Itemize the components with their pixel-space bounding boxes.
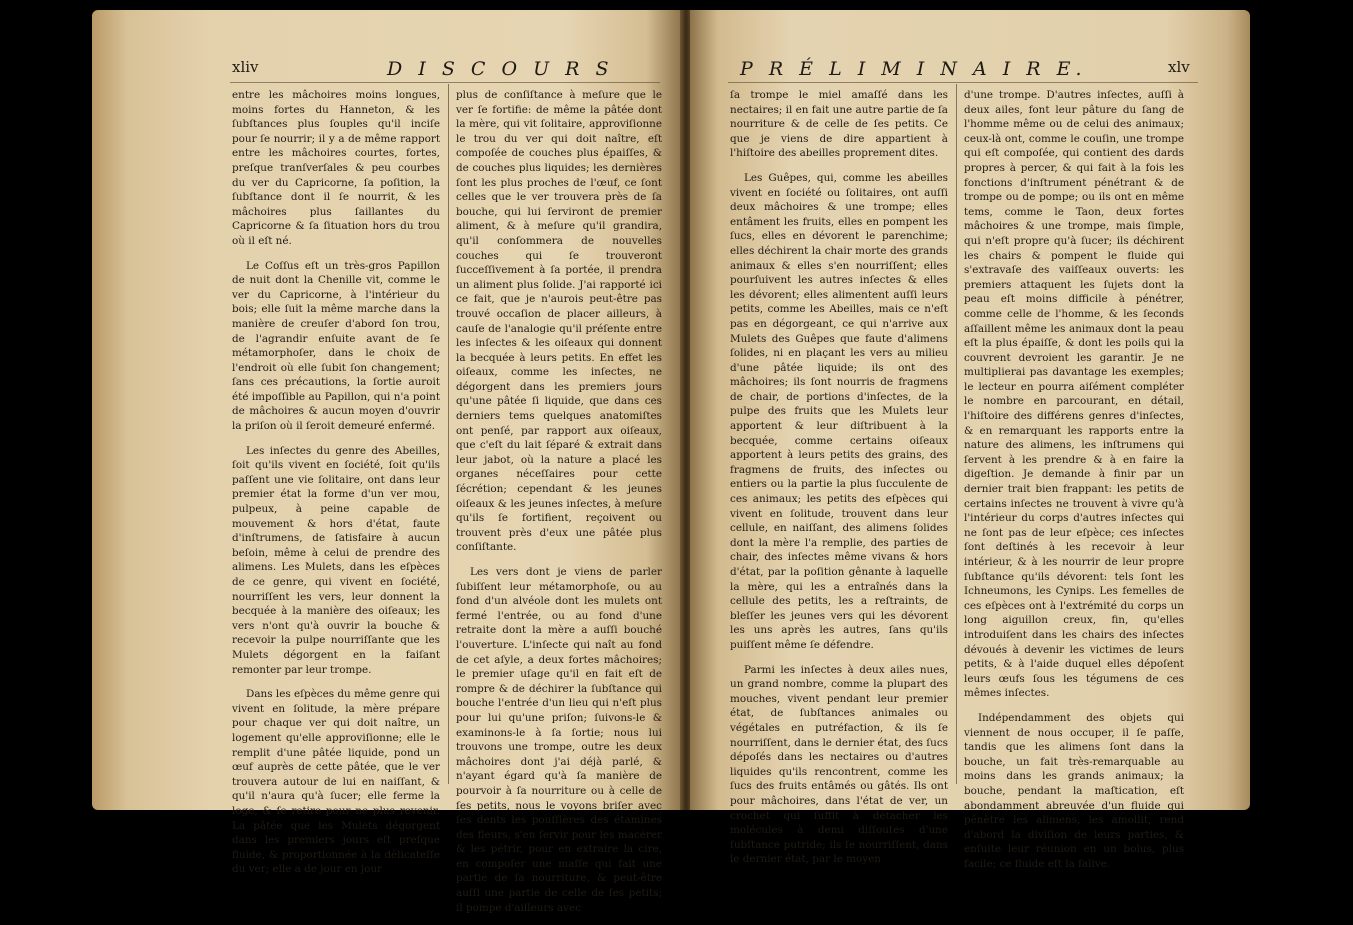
paragraph: Indépendamment des objets qui viennent de nous occuper, il ſe paſſe, tandis que les alimens ſont dans la bouche, un fait très-remarquable au moins dans les grands animaux; la bouche, pendant la maſtication, eſt abondamment abreuvée d'un fluide qui pénètre les alimens, les amollit, rend d'abord la diviſion de leurs parties, & enſuite leur réunion en un bolus, plus facile; ce fluide eſt la ſalive. [964, 711, 1184, 870]
paragraph: ſa trompe le miel amaſſé dans les nectaires; il en fait une autre partie de ſa nourriture & de celle de ſes petits. Ce que je viens de dire appartient à l'hiſtoire des abeilles proprement dites. [730, 89, 948, 160]
paragraph: Les inſectes du genre des Abeilles, ſoit qu'ils vivent en ſociété, ſoit qu'ils paſſent une vie ſolitaire, ont dans leur premier état la forme d'un ver mou, pulpeux, à peine capable de mouvement & hors d'état, faute d'inſtrumens, de ſatisfaire à aucun beſoin, même à celui de prendre des alimens. Les Mulets, dans les eſpèces de ce genre, qui vivent en ſociété, nourriſſent les vers, leur donnent la becquée à la manière des oiſeaux; les vers n'ont qu'à ouvrir la bouche & recevoir la pulpe nourriſſante que les Mulets dégorgent en la faiſant remonter par leur trompe. [232, 444, 440, 676]
paragraph: Parmi les inſectes à deux ailes nues, un grand nombre, comme la plupart des mouches, vivent pendant leur premier état, de ſubſtances animales ou végétales en putréfaction, & ils ſe nourriſſent, dans le dernier état, des ſucs dépoſés dans les nectaires ou d'autres liquides qu'ils rencontrent, comme les ſucs des fruits entâmés ou gâtés. Ils ont pour mâchoires, dans l'état de ver, un crochet qui ſuffit à détacher les molécules à demi diſſoutes d'une ſubſtance putride; ils ſe nourriſſent, dans le dernier état, par le moyen [730, 663, 948, 866]
paragraph: entre les mâchoires moins longues, moins fortes du Hanneton, & les ſubſtances plus ſouples qu'il inciſe pour ſe nourrir; il y a de même rapport entre les mâchoires courtes, fortes, preſque tranſverſales & peu courbes du ver du Capricorne, ſa poſition, la ſubſtance dont il ſe nourrit, & les mâchoires plus ſaillantes du Capricorne & ſa ſituation hors du trou où il eſt né. [232, 89, 440, 247]
running-head: D I S C O U R S [387, 58, 614, 80]
column-1 [232, 88, 440, 887]
running-head: P R É L I M I N A I R E. [740, 58, 1087, 80]
column-1 [730, 88, 948, 877]
paragraph: plus de conſiſtance à meſure que le ver ſe fortifie: de même la pâtée dont la mère, qui vit ſolitaire, approviſionne le trou du ver qui doit naître, eſt compoſée de couches plus épaiſſes, & de couches plus liquides; les dernières ſont les plus proches de l'œuf, ce ſont celles que le ver trouvera près de ſa bouche, qui lui ſerviront de premier aliment, & à meſure qu'il grandira, qu'il conſommera de nouvelles couches qui ſe trouveront ſucceſſivement à ſa portée, il prendra un aliment plus ſolide. J'ai rapporté ici ce fait, que je n'aurois peut-être pas trouvé occaſion de placer ailleurs, à cauſe de l'analogie qu'il préſente entre les inſectes & les oiſeaux qui donnent la becquée à leurs petits. En effet les oiſeaux, comme les inſectes, ne dégorgent dans les premiers jours qu'une pâtée ſi liquide, que dans ces derniers tems quelques anatomiſtes ont penſé, par rapport aux oiſeaux, que c'eſt du lait ſéparé & extrait dans leur jabot, où la nature a placé les organes néceſſaires pour cette ſécrétion; cependant & les jeunes oiſeaux & les jeunes inſectes, à meſure qu'ils ſe fortifient, reçoivent ou trouvent près d'eux une pâtée plus conſiſtante. [456, 89, 662, 554]
paragraph: Dans les eſpèces du même genre qui vivent en ſolitude, la mère prépare pour chaque ver qui doit naître, un logement qu'elle approviſionne; elle le remplit d'une pâtée liquide, pond un œuf auprès de cette pâtée, que le ver trouvera autour de lui en naiſſant, & qu'il n'aura qu'à ſucer; elle ferme la loge, & ſe retire pour ne plus revenir. La pâtée que les Mulets dégorgent dans les premiers jours eſt preſque fluide, & proportionnée à la délicateſſe du ver; elle a de jour en jour [232, 688, 440, 876]
column-2 [456, 88, 662, 925]
page-number: xliv [232, 58, 259, 76]
right-page [690, 10, 1250, 870]
header-rule [728, 82, 1198, 83]
paragraph: d'une trompe. D'autres inſectes, auſſi à deux ailes, font leur pâture du ſang de l'homme même ou de celui des animaux; ceux-là ont, comme le couſin, une trompe qui eſt compoſée, qui contient des dards propres à percer, & qui fait à la fois les fonctions d'inſtrument pénétrant & de trompe ou de pompe; ou ils ont en même tems, comme le Taon, deux fortes mâchoires & une trompe, mais ſimple, qui n'eſt propre qu'à ſucer; ils déchirent les chairs & pompent le fluide qui s'extravaſe des vaiſſeaux ouverts: les premiers attaquent les ſujets dont la peau eſt moins difficile à pénétrer, comme celle de l'homme, & les ſeconds aſſaillent même les animaux dont la peau eſt la plus épaiſſe, & dont les poils qui la couvrent devroient les garantir. Je ne multiplierai pas davantage les exemples; le lecteur en pourra aiſément compléter le nombre en parcourant, en détail, l'hiſtoire des différens genres d'inſectes, & en remarquant les rapports entre la nature des alimens, les inſtrumens qui ſervent à les prendre & à en faire la digeſtion. Je demande à finir par un dernier trait bien frappant: les petits de certains inſectes ne trouvent à vivre qu'à l'intérieur du corps d'autres inſectes qui ne ſont pas de leur eſpèce; ces inſectes ſont deſtinés à les recevoir à leur intérieur, & à les nourrir de leur propre ſubſtance qu'ils dévorent: tels ſont les Ichneumons, les Cynips. Les femelles de ces eſpèces ont à l'extrémité du corps un long aiguillon creux, fin, qu'elles introduiſent dans les chairs des inſectes dévoués à devenir les victimes de leurs petits, & à l'aide duquel elles dépoſent leurs œufs ſous les tégumens de ces mêmes inſectes. [964, 89, 1184, 700]
paragraph: Les Guêpes, qui, comme les abeilles vivent en ſociété ou ſolitaires, ont auſſi deux mâchoires & une trompe; elles entâment les fruits, elles en pompent les ſucs, elles en dévorent le parenchime; elles déchirent la chair morte des grands animaux & elles s'en nourriſſent; elles pourſuivent les autres inſectes & elles les dévorent; elles alimentent auſſi leurs petits, comme les Abeilles, mais ce n'eſt pas en dégorgeant, ce qui n'arrive aux Mulets des Guêpes que faute d'alimens ſolides, ni en plaçant les vers au milieu d'une pâtée liquide; ils ont des mâchoires; ils ſont nourris de fragmens de chair, de portions d'inſectes, de la pulpe des fruits que les Mulets leur apportent & leur diſtribuent à la becquée, comme certains oiſeaux apportent à leurs petits des grains, des fragmens de fruits, des inſectes ou entiers ou la partie la plus ſucculente de ces animaux; les petits des eſpèces qui vivent en ſolitude, trouvent dans leur cellule, en naiſſant, des alimens ſolides dont la mère l'a remplie, des parties de chair, des inſectes même vivans & hors d'état, par la poſition gênante à laquelle la mère, qui les a entraînés dans la cellule des petits, les a reſtraints, de bleſſer les jeunes vers qui les dévorent les uns après les autres, ſans qu'ils puiſſent même ſe défendre. [730, 171, 948, 651]
paragraph: Les vers dont je viens de parler ſubiſſent leur métamorphoſe, ou au fond d'un alvéole dont les mulets ont fermé l'entrée, ou au fond d'une retraite dont la mère a auſſi bouché l'ouverture. L'inſecte qui naît au fond de cet aſyle, a deux fortes mâchoires; le premier uſage qu'il en fait eſt de rompre & de déchirer la ſubſtance qui bouche l'entrée d'un lieu qui n'eſt plus pour lui qu'une priſon; ſuivons-le & examinons-le à ſa ſortie; nous lui trouvons une trompe, outre les deux mâchoires dont j'ai déjà parlé, & n'ayant égard qu'à ſa manière de pourvoir à ſa nourriture ou à celle de ſes petits, nous le voyons briſer avec ſes dents les pouſſières des étamines des fleurs, s'en ſervir pour les macérer & les pétrir, pour en extraire la cire, en compoſer une maſſe qui fait une partie de ſa nourriture, & peut-être auſſi une partie de celle de ſes petits; il pompe d'ailleurs avec [456, 566, 662, 914]
page-number: xlv [1168, 58, 1190, 76]
column-rule [956, 84, 957, 784]
column-2 [964, 88, 1184, 881]
paragraph: Le Coſſus eſt un très-gros Papillon de nuit dont la Chenille vit, comme le ver du Capricorne, à l'intérieur du bois; elle ſuit la même marche dans la manière de creuſer d'abord ſon trou, de l'agrandir enſuite avant de ſe métamorphoſer, dans le choix de l'endroit où elle ſubit ſon changement; ſans ces précautions, la ſortie auroit été impoſſible au Papillon, qui n'a point de mâchoires & aucun moyen d'ouvrir la priſon où il ſeroit demeuré enfermé. [232, 259, 440, 433]
header-rule [230, 82, 660, 83]
left-page [92, 10, 682, 914]
column-rule [448, 84, 449, 784]
open-book [92, 10, 1252, 914]
